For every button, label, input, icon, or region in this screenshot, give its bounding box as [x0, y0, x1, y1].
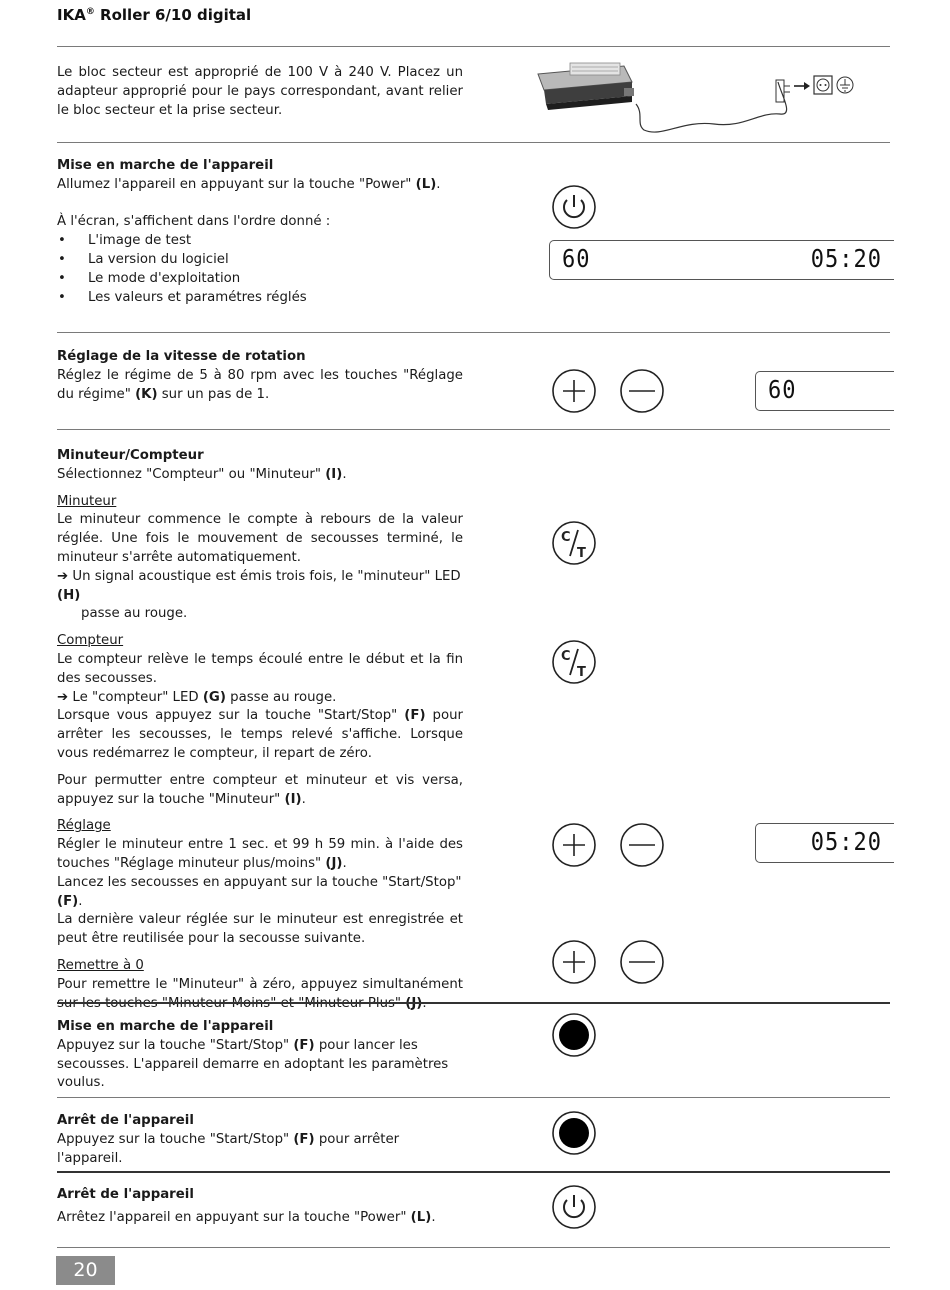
- counter-letter: C: [561, 649, 571, 664]
- counter-letter: C: [561, 530, 571, 545]
- speed-instruction: Réglez le régime de 5 à 80 rpm avec les touches "Réglage du régime" (K) sur un pas de 1.: [57, 367, 463, 402]
- subheading-reset: Remettre à 0: [57, 957, 144, 973]
- section-heading: Arrêt de l'appareil: [57, 1113, 194, 1128]
- time-readout: 05:20: [810, 245, 882, 274]
- plus-icon: [551, 368, 597, 414]
- device-power-supply-illustration: [532, 52, 862, 136]
- section-power-on: [57, 157, 463, 307]
- divider: [57, 1002, 890, 1004]
- minuteur-text: Le minuteur commence le compte à rebours de la valeur réglée. Une fois le mouvement de secousses terminé, le minuteur s'arrête automatiquement.: [57, 512, 463, 565]
- minus-icon: [619, 822, 665, 868]
- counter-timer-icon: [551, 520, 597, 566]
- display-sequence-intro: À l'écran, s'affichent dans l'ordre donné :: [57, 214, 331, 230]
- reglage-text-3: La dernière valeur réglée sur le minuteur est enregistrée et peut être reutilisée pour la secousse suivante.: [57, 912, 463, 947]
- section-speed: [57, 348, 463, 404]
- timer-select-instruction: Sélectionnez "Compteur" ou "Minuteur" (I).: [57, 466, 347, 482]
- divider: [57, 332, 890, 333]
- plus-icon: [551, 939, 597, 985]
- section-start: [57, 1018, 463, 1093]
- time-readout: 05:20: [810, 828, 882, 857]
- divider: [57, 429, 890, 430]
- minuteur-note: ➔ Un signal acoustique est émis trois fois, le "minuteur" LED (H): [57, 568, 461, 603]
- list-item: • La version du logiciel: [57, 251, 463, 270]
- socket-icon: [814, 76, 832, 94]
- display-sequence-list: [57, 232, 463, 307]
- switch-text: Pour permutter entre compteur et minuteur et vis versa, appuyez sur la touche "Minuteur" (I).: [57, 772, 463, 807]
- power-off-instruction: Arrêtez l'appareil en appuyant sur la touche "Power" (L).: [57, 1209, 436, 1225]
- reset-text: Pour remettre le "Minuteur" à zéro, appuyez simultanément: [57, 976, 463, 992]
- page-title: IKA® Roller 6/10 digital: [57, 6, 252, 24]
- divider: [57, 1097, 890, 1098]
- divider: [57, 1171, 890, 1173]
- section-stop: [57, 1112, 463, 1168]
- compteur-note: ➔ Le "compteur" LED (G) passe au rouge.: [57, 689, 337, 705]
- minuteur-note-cont: passe au rouge.: [81, 606, 188, 622]
- minus-icon: [619, 939, 665, 985]
- lcd-display: [755, 371, 894, 411]
- section-heading: Minuteur/Compteur: [57, 448, 204, 463]
- power-icon: [551, 184, 597, 230]
- compteur-text-2: Lorsque vous appuyez sur la touche "Start/Stop" (F) pour arrêter les secousses, le temps relevé s'affiche. Lorsque vous redémarrez le compteur, il repart de zéro.: [57, 708, 464, 761]
- right-arrow-icon: ➔: [57, 689, 69, 705]
- section-heading: Arrêt de l'appareil: [57, 1187, 194, 1202]
- ground-icon: [837, 77, 853, 93]
- reglage-text: Régler le minuteur entre 1 sec. et 99 h 59 min. à l'aide des touches "Réglage minuteur plus/moins" (J).: [57, 837, 463, 871]
- section-power-off: [57, 1186, 463, 1228]
- start-stop-icon: [551, 1110, 597, 1156]
- subheading-minuteur: Minuteur: [57, 493, 117, 509]
- stop-instruction: Appuyez sur la touche "Start/Stop" (F) pour arrêter l'appareil.: [57, 1131, 400, 1166]
- start-instruction: Appuyez sur la touche "Start/Stop" (F) pour lancer les secousses. L'appareil demarre en adoptant les paramètres voulus.: [57, 1037, 449, 1091]
- lcd-display: [755, 823, 894, 863]
- section-heading: Mise en marche de l'appareil: [57, 158, 274, 173]
- page-number: 20: [56, 1256, 115, 1285]
- counter-timer-icon: [551, 639, 597, 685]
- list-item: • Le mode d'exploitation: [57, 270, 463, 289]
- section-heading: Réglage de la vitesse de rotation: [57, 349, 306, 364]
- list-item: • Les valeurs et paramétres réglés: [57, 289, 463, 308]
- compteur-text: Le compteur relève le temps écoulé entre le début et la fin des secousses.: [57, 651, 463, 686]
- speed-readout: 60: [768, 376, 797, 405]
- speed-readout: 60: [562, 245, 591, 274]
- start-stop-icon: [551, 1012, 597, 1058]
- list-item: • L'image de test: [57, 232, 463, 251]
- power-icon: [551, 1184, 597, 1230]
- divider: [57, 1247, 890, 1248]
- intro-text: Le bloc secteur est approprié de 100 V à 240 V. Placez un adapteur approprié pour le pays correspondant, avant relier le bloc secteur et la prise secteur.: [57, 65, 463, 118]
- section-timer-counter: [57, 447, 463, 1013]
- plus-icon: [551, 822, 597, 868]
- divider: [57, 46, 890, 47]
- section-heading: Mise en marche de l'appareil: [57, 1019, 274, 1034]
- lcd-display: [549, 240, 894, 280]
- right-arrow-icon: ➔: [57, 568, 69, 584]
- timer-letter: T: [577, 665, 586, 680]
- roller-device-image: [538, 63, 634, 110]
- power-on-instruction: Allumez l'appareil en appuyant sur la touche "Power" (L).: [57, 176, 441, 192]
- reglage-text-2: Lancez les secousses en appuyant sur la touche "Start/Stop" (F).: [57, 874, 462, 909]
- minus-icon: [619, 368, 665, 414]
- right-arrow-icon: [794, 82, 810, 90]
- divider: [57, 142, 890, 143]
- timer-letter: T: [577, 546, 586, 561]
- subheading-reglage: Réglage: [57, 818, 111, 834]
- subheading-compteur: Compteur: [57, 633, 124, 649]
